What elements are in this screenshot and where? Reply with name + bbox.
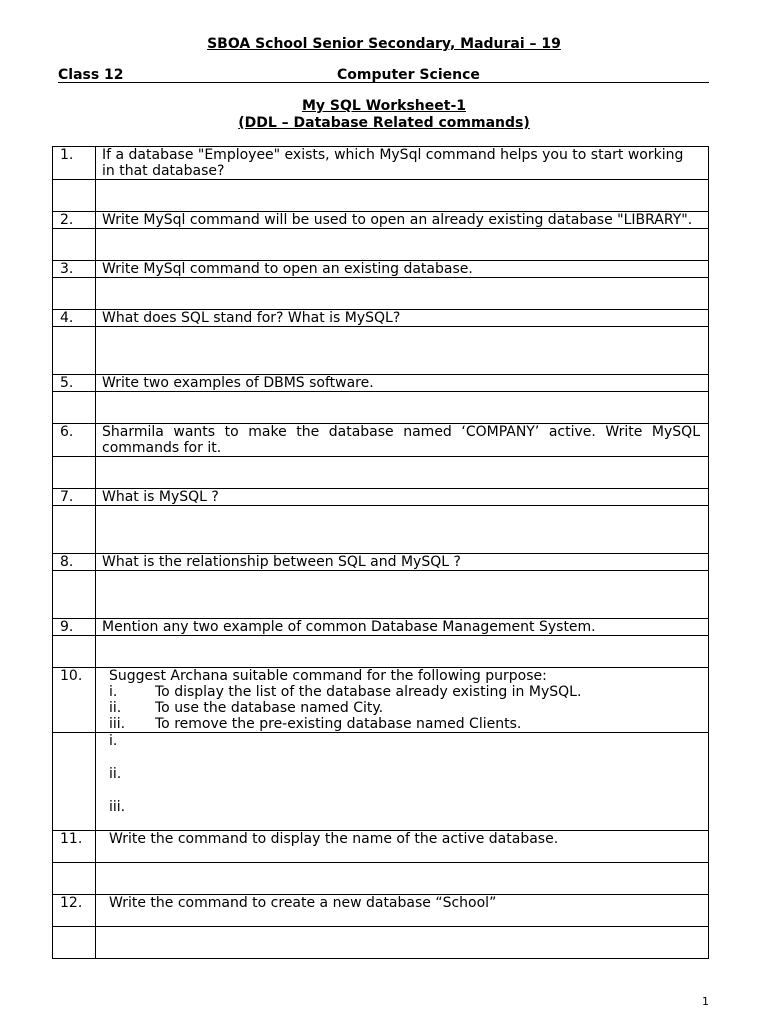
- question-table: [52, 146, 709, 959]
- question-row: [53, 895, 709, 927]
- answer-space: [96, 506, 709, 554]
- question-text: Sharmila wants to make the database named ‘COMPANY’ active. Write MySQL commands for it.: [96, 424, 709, 457]
- question-number: 4.: [53, 310, 96, 327]
- question-row: [53, 619, 709, 636]
- question-row: [53, 424, 709, 457]
- answer-row: [53, 278, 709, 310]
- answer-label: i.: [109, 733, 118, 749]
- answer-number-cell: [53, 229, 96, 261]
- answer-space: [96, 392, 709, 424]
- answer-row: [53, 457, 709, 489]
- question-text: Write the command to create a new database “School”: [96, 895, 709, 927]
- answer-space: [96, 733, 709, 831]
- sub-question: [109, 700, 700, 716]
- sub-question-numeral: i.: [109, 684, 118, 700]
- page-number: 1: [702, 995, 709, 1008]
- answer-number-cell: [53, 278, 96, 310]
- answer-space: [96, 180, 709, 212]
- sub-question-text: To remove the pre-existing database named Clients.: [155, 716, 522, 732]
- answer-number-cell: [53, 571, 96, 619]
- answer-row: [53, 327, 709, 375]
- answer-label-list: [109, 733, 700, 815]
- answer-number-cell: [53, 927, 96, 959]
- answer-space: [96, 327, 709, 375]
- answer-row: [53, 180, 709, 212]
- answer-number-cell: [53, 180, 96, 212]
- answer-number-cell: [53, 327, 96, 375]
- sub-question-text: To use the database named City.: [155, 700, 384, 716]
- question-number: 7.: [53, 489, 96, 506]
- question-number: 10.: [53, 668, 96, 733]
- question-number: 1.: [53, 147, 96, 180]
- answer-row: [53, 506, 709, 554]
- question-text: If a database "Employee" exists, which MySql command helps you to start working in that database?: [96, 147, 709, 180]
- answer-space: [96, 927, 709, 959]
- question-row: [53, 375, 709, 392]
- answer-number-cell: [53, 733, 96, 831]
- sub-question-numeral: iii.: [109, 716, 126, 732]
- class-label: Class 12: [58, 67, 124, 83]
- answer-number-cell: [53, 392, 96, 424]
- school-name: SBOA School Senior Secondary, Madurai – 19: [207, 36, 561, 52]
- question-number: 11.: [53, 831, 96, 863]
- question-text-block: [96, 668, 709, 733]
- answer-number-cell: [53, 457, 96, 489]
- answer-space: [96, 457, 709, 489]
- question-row: [53, 212, 709, 229]
- question-number: 3.: [53, 261, 96, 278]
- answer-label: ii.: [109, 766, 122, 782]
- question-number: 9.: [53, 619, 96, 636]
- question-number: 5.: [53, 375, 96, 392]
- question-row: [53, 147, 709, 180]
- question-row: [53, 668, 709, 733]
- class-subject-line: [58, 67, 709, 83]
- question-row: [53, 554, 709, 571]
- worksheet-title: My SQL Worksheet-1: [301, 98, 467, 114]
- question-number: 2.: [53, 212, 96, 229]
- answer-row: [53, 571, 709, 619]
- answer-number-cell: [53, 506, 96, 554]
- question-number: 12.: [53, 895, 96, 927]
- answer-number-cell: [53, 863, 96, 895]
- question-text: Mention any two example of common Database Management System.: [96, 619, 709, 636]
- subject-label: Computer Science: [337, 67, 480, 83]
- question-number: 8.: [53, 554, 96, 571]
- question-text: Write MySql command to open an existing database.: [96, 261, 709, 278]
- answer-label: iii.: [109, 799, 126, 815]
- question-text: Suggest Archana suitable command for the following purpose:: [109, 668, 547, 684]
- answer-row: [53, 392, 709, 424]
- question-row: [53, 310, 709, 327]
- question-text: Write the command to display the name of the active database.: [96, 831, 709, 863]
- question-row: [53, 261, 709, 278]
- worksheet-subtitle: (DDL – Database Related commands): [238, 115, 530, 131]
- sub-question: [109, 684, 700, 700]
- question-text: What does SQL stand for? What is MySQL?: [96, 310, 709, 327]
- answer-row: [53, 636, 709, 668]
- question-text: What is MySQL ?: [96, 489, 709, 506]
- answer-row: [53, 927, 709, 959]
- sub-question-numeral: ii.: [109, 700, 122, 716]
- question-text: Write two examples of DBMS software.: [96, 375, 709, 392]
- answer-row: [53, 229, 709, 261]
- question-text: What is the relationship between SQL and MySQL ?: [96, 554, 709, 571]
- sub-question-text: To display the list of the database already existing in MySQL.: [155, 684, 582, 700]
- question-row: [53, 489, 709, 506]
- question-text: Write MySql command will be used to open an already existing database "LIBRARY".: [96, 212, 709, 229]
- answer-space: [96, 636, 709, 668]
- answer-space: [96, 278, 709, 310]
- question-number: 6.: [53, 424, 96, 457]
- sub-question-list: [109, 684, 700, 732]
- question-row: [53, 831, 709, 863]
- answer-row: [53, 863, 709, 895]
- sub-question: [109, 716, 700, 732]
- answer-space: [96, 863, 709, 895]
- answer-space: [96, 229, 709, 261]
- answer-row: [53, 733, 709, 831]
- answer-number-cell: [53, 636, 96, 668]
- answer-space: [96, 571, 709, 619]
